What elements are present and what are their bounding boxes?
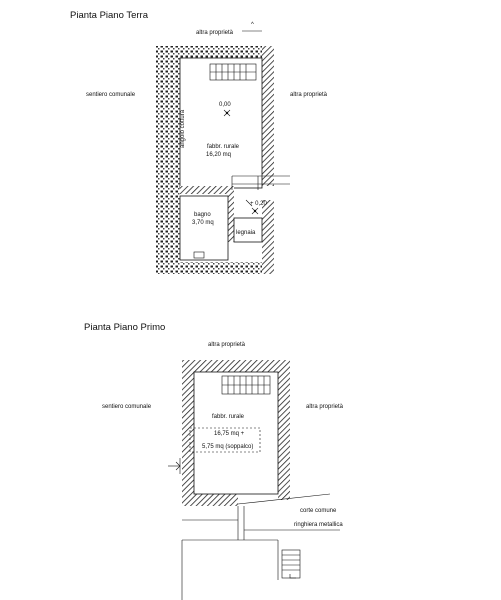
- first-room-area-1: 16,75 mq +: [214, 431, 245, 437]
- ground-floor-plan: [70, 10, 328, 274]
- stone-wall-north: [156, 46, 274, 58]
- ground-floor-title: Pianta Piano Terra: [70, 10, 148, 21]
- first-wall-east: [278, 360, 290, 500]
- level-main: 0,00: [219, 102, 231, 108]
- north-arrow-icon: ^: [251, 22, 254, 28]
- bathroom-name: bagno: [194, 212, 211, 218]
- wall-east-lower: [262, 200, 274, 274]
- main-room-area: 16,20 mq: [206, 152, 232, 158]
- bathroom-outline: [180, 196, 228, 260]
- woodshed-label: legnaia: [236, 230, 256, 236]
- lower-stairs-icon: [282, 550, 300, 578]
- first-wall-west: [182, 360, 194, 506]
- first-wall-north: [182, 360, 290, 372]
- main-room-name: fabbr. rurale: [207, 144, 240, 150]
- stone-wall-west: [156, 46, 180, 274]
- first-west-label: sentiero comunale: [102, 404, 152, 410]
- first-north-label: altra proprietà: [208, 342, 246, 348]
- wall-east-upper: [262, 46, 274, 186]
- interior-wall-middle: [228, 186, 234, 242]
- level-marker-icon: [224, 110, 230, 116]
- ground-east-label: altra proprietà: [290, 92, 328, 98]
- stone-wall-south: [156, 262, 274, 274]
- first-stairs-icon: [222, 376, 270, 394]
- ground-north-label: altra proprietà: [196, 30, 234, 36]
- stairs-icon: [210, 64, 256, 80]
- first-room-area-2: 5,75 mq (soppalco): [202, 444, 254, 450]
- toilet-icon: [194, 252, 204, 258]
- bathroom-area: 3,70 mq: [192, 220, 214, 226]
- corner-kitchen-label: angolo cottura: [180, 109, 186, 148]
- first-floor-title: Pianta Piano Primo: [84, 322, 166, 333]
- first-floor-plan: [84, 322, 344, 600]
- first-east-label: altra proprietà: [306, 404, 344, 410]
- first-room-name: fabbr. rurale: [212, 414, 245, 420]
- interior-partition: [180, 186, 232, 194]
- first-wall-south: [182, 494, 238, 506]
- level-step: + 0,20: [250, 201, 267, 207]
- window-arrow-icon: [168, 458, 180, 474]
- ground-west-label: sentiero comunale: [86, 92, 136, 98]
- railing-label: ringhiera metallica: [294, 522, 343, 528]
- main-room-outline: [180, 58, 262, 188]
- courtyard-label: corte comune: [300, 508, 337, 514]
